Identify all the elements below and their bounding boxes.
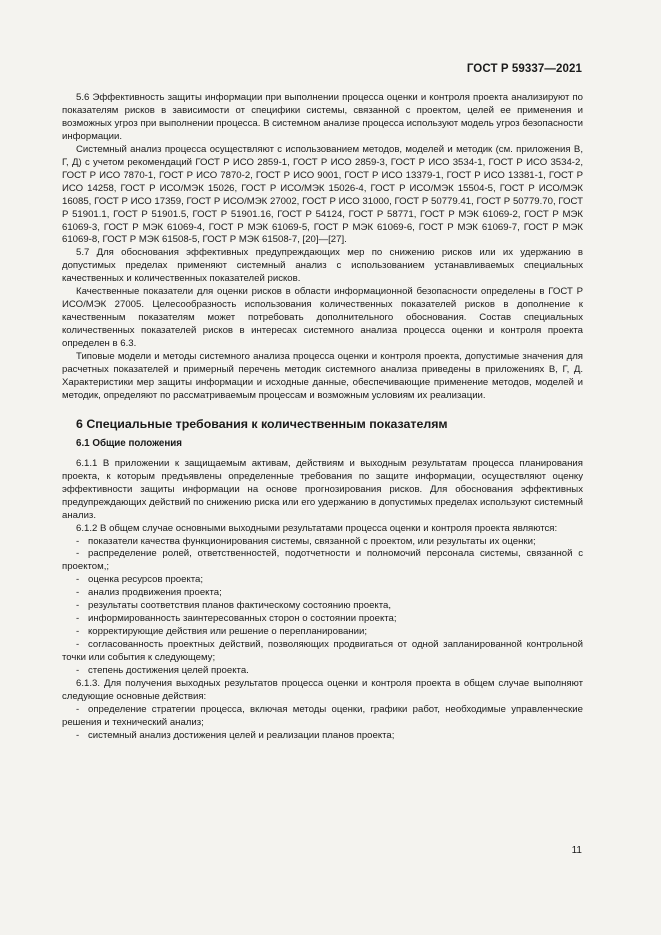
paragraph-6-1-1: 6.1.1 В приложении к защищаемым активам, действиям и выходным результатам процесса планирования проекта, к которым предъявлены определенные требования по защите информации, осуществляют оценку эффективности защиты информации на основе прогнозирования рисков. Для обоснования эффективных предупреждающих действий по снижению риска или его удержанию в допустимых пределах используют системный анализ. [62,457,583,521]
document-id-header: ГОСТ Р 59337—2021 [466,63,582,75]
list-dash: - [76,626,80,638]
paragraph-5-7: 5.7 Для обоснования эффективных предупреждающих мер по снижению рисков или их удержанию в допустимых пределах применяют системный анализ с использованием устанавливаемых специальных качественных и количественных показателей рисков. [62,247,583,285]
list-item: - степень достижения целей проекта. [76,665,249,677]
list-item: - корректирующие действия или решение о перепланировании; [76,626,367,638]
list-dash: - [76,574,80,586]
list-item: - системный анализ достижения целей и реализации планов проекта; [76,729,395,741]
paragraph-5-6: 5.6 Эффективность защиты информации при выполнении процесса оценки и контроля проекта анализируют по показателям рисков в зависимости от специфики системы, связанной с проектом, целей ее применения и возможных угроз при выполнении процесса. В системном анализе процесса используют модель угроз безопасности информации. [62,92,583,142]
list-dash: - [76,613,80,625]
list-item: - распределение ролей, ответственностей, подотчетности и полномочий персонала системы, связанной с проектом,; [62,548,583,573]
list-item: - согласованность проектных действий, позволяющих продвигаться от одной запланированной контрольной точки или события к следующему; [62,639,583,664]
list-item: - анализ продвижения проекта; [76,587,222,599]
section-6-heading: 6 Специальные требования к количественным показателям [76,416,448,431]
list-dash: - [76,665,80,677]
list-dash: - [76,535,80,547]
list-dash: - [76,548,80,560]
paragraph-6-1-2: 6.1.2 В общем случае основными выходными результатами процесса оценки и контроля проекта являются: [76,522,558,534]
list-item: - информированность заинтересованных сторон о состоянии проекта; [76,613,397,625]
paragraph-typical-models: Типовые модели и методы системного анализа процесса оценки и контроля проекта, допустимые значения для расчетных показателей и примерный перечень методик системного анализа приведены в приложениях В, Г, Д. Характеристики мер защиты информации и исходные данные, обеспечивающие применение методов, моделей и методик, определяют по рассматриваемым процессам и возможным условиям их реализации. [62,351,583,401]
list-item: - показатели качества функционирования системы, связанной с проектом, или результаты их оценки; [76,535,536,547]
list-dash: - [76,600,80,612]
list-item: - результаты соответствия планов фактическому состоянию проекта, [76,600,392,612]
list-dash: - [76,587,80,599]
list-dash: - [76,639,80,651]
page-number: 11 [571,845,582,856]
paragraph-6-1-3: 6.1.3. Для получения выходных результатов процесса оценки и контроля проекта в общем случае выполняют следующие основные действия: [62,677,583,702]
list-item: - определение стратегии процесса, включая методы оценки, графики работ, необходимые управленческие решения и технический анализ; [62,703,583,728]
subsection-6-1-heading: 6.1 Общие положения [76,437,183,449]
document-body [62,92,583,743]
list-item: - оценка ресурсов проекта; [76,574,204,586]
paragraph-qualitative: Качественные показатели для оценки рисков в области информационной безопасности определены в ГОСТ Р ИСО/МЭК 27005. Целесообразность использования количественных показателей рисков в дополнение к качественным показателям может потребовать дополнительного обоснования. Состав специальных количественных показателей рисков в интересах системного анализа процесса оценки и контроля проекта определен в 6.3. [62,286,583,350]
list-dash: - [76,703,80,715]
list-dash: - [76,729,80,741]
paragraph-system-analysis: Системный анализ процесса осуществляют с использованием методов, моделей и методик (см. приложения В, Г, Д) с учетом рекомендаций ГОСТ Р ИСО 2859-1, ГОСТ Р ИСО 2859-3, ГОСТ Р ИСО 3534-1, ГОСТ Р ИСО 3534-2, ГОСТ Р ИСО 7870-1, ГОСТ Р ИСО 7870-2, ГОСТ Р ИСО 9001, ГОСТ Р ИСО 13379-1, ГОСТ Р ИСО 13381-1, ГОСТ Р ИСО 14258, ГОСТ Р ИСО/МЭК 15026, ГОСТ Р ИСО/МЭК 15026-4, ГОСТ Р ИСО/МЭК 15504-5, ГОСТ Р ИСО/МЭК 16085, ГОСТ Р ИСО 17359, ГОСТ Р ИСО/МЭК 27002, ГОСТ Р ИСО 31000, ГОСТ Р 50779.41, ГОСТ Р 50779.70, ГОСТ Р 51901.1, ГОСТ Р 51901.5, ГОСТ Р 51901.16, ГОСТ Р 54124, ГОСТ Р 58771, ГОСТ Р МЭК 61069-2, ГОСТ Р МЭК 61069-3, ГОСТ Р МЭК 61069-4, ГОСТ Р МЭК 61069-5, ГОСТ Р МЭК 61069-6, ГОСТ Р МЭК 61069-7, ГОСТ Р МЭК 61069-8, ГОСТ Р МЭК 61508-5, ГОСТ Р МЭК 61508-7, [20]—[27]. [62,143,583,246]
